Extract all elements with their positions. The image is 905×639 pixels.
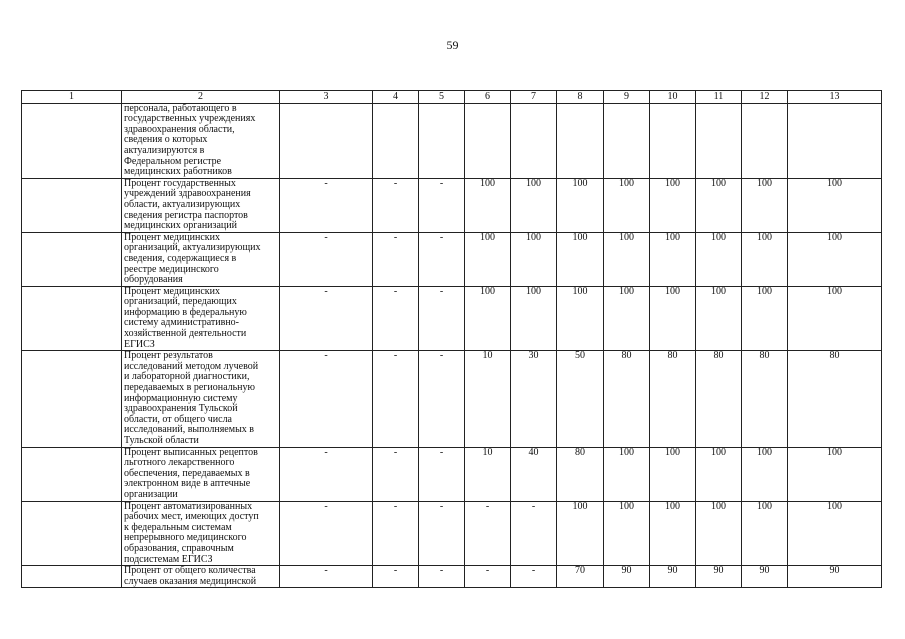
indicator-name-line: информацию в федеральную xyxy=(124,306,247,318)
value-cell: 10 xyxy=(465,351,511,447)
table-row xyxy=(22,286,882,351)
indicator-name-line: оборудования xyxy=(124,274,183,286)
value-cell: 100 xyxy=(557,232,604,286)
value-cell: 100 xyxy=(465,286,511,351)
value-cell xyxy=(650,103,696,178)
value-cell: 80 xyxy=(557,447,604,501)
column-number-header: 13 xyxy=(788,91,882,104)
value-cell: - xyxy=(373,232,419,286)
value-cell: 50 xyxy=(557,351,604,447)
indicator-name-line: реестре медицинского xyxy=(124,263,219,275)
value-cell: - xyxy=(373,351,419,447)
indicator-name-line: льготного лекарственного xyxy=(124,457,235,469)
indicator-name-line: сведения о которых xyxy=(124,134,208,146)
section-cell xyxy=(22,178,122,232)
indicator-name-line: государственных учреждениях xyxy=(124,113,256,125)
indicator-name-line: Процент выписанных рецептов xyxy=(124,446,258,458)
indicator-name-cell xyxy=(122,286,280,351)
indicator-name-line: здравоохранения Тульской xyxy=(124,403,238,415)
indicator-name-line: к федеральным системам xyxy=(124,521,232,533)
value-cell: 100 xyxy=(650,501,696,566)
value-cell: 80 xyxy=(650,351,696,447)
indicator-name-line: подсистемам ЕГИСЗ xyxy=(124,553,213,565)
value-cell: 10 xyxy=(465,447,511,501)
indicator-name-cell xyxy=(122,351,280,447)
value-cell: 100 xyxy=(742,232,788,286)
value-cell: - xyxy=(373,178,419,232)
column-number-header: 11 xyxy=(696,91,742,104)
indicator-name-line: сведения регистра паспортов xyxy=(124,209,248,221)
table-row xyxy=(22,351,882,447)
value-cell: - xyxy=(419,178,465,232)
value-cell: 100 xyxy=(696,447,742,501)
indicator-name-cell xyxy=(122,501,280,566)
value-cell: 100 xyxy=(696,178,742,232)
indicator-name-cell xyxy=(122,103,280,178)
value-cell xyxy=(465,103,511,178)
value-cell: - xyxy=(373,286,419,351)
column-number-header: 12 xyxy=(742,91,788,104)
value-cell: - xyxy=(419,447,465,501)
column-number-header: 6 xyxy=(465,91,511,104)
section-cell xyxy=(22,566,122,588)
value-cell: - xyxy=(373,566,419,588)
value-cell: - xyxy=(511,566,557,588)
value-cell: - xyxy=(280,447,373,501)
value-cell: 90 xyxy=(696,566,742,588)
value-cell: 100 xyxy=(650,232,696,286)
value-cell: 100 xyxy=(557,178,604,232)
value-cell xyxy=(419,103,465,178)
value-cell: 100 xyxy=(788,178,882,232)
column-number-header-row xyxy=(22,91,882,104)
indicator-name-line: исследований, выполняемых в xyxy=(124,424,255,436)
value-cell: 80 xyxy=(742,351,788,447)
value-cell: 100 xyxy=(604,232,650,286)
indicator-name-line: медицинских работников xyxy=(124,166,232,178)
value-cell: 90 xyxy=(650,566,696,588)
value-cell xyxy=(280,103,373,178)
value-cell: 40 xyxy=(511,447,557,501)
value-cell: 100 xyxy=(465,178,511,232)
value-cell: 100 xyxy=(696,501,742,566)
indicator-name-line: организаций, передающих xyxy=(124,296,237,308)
indicator-name-line: ЕГИСЗ xyxy=(124,338,155,350)
value-cell: 100 xyxy=(604,447,650,501)
value-cell: 100 xyxy=(742,501,788,566)
value-cell xyxy=(511,103,557,178)
indicator-name-line: Процент государственных xyxy=(124,177,236,189)
value-cell: 100 xyxy=(742,178,788,232)
value-cell: 100 xyxy=(604,501,650,566)
value-cell: 90 xyxy=(742,566,788,588)
value-cell: - xyxy=(419,351,465,447)
value-cell xyxy=(557,103,604,178)
indicator-name-line: Тульской области xyxy=(124,435,199,446)
indicator-name-line: здравоохранения области, xyxy=(124,123,235,135)
value-cell: 100 xyxy=(604,178,650,232)
column-number-header: 2 xyxy=(122,91,280,104)
value-cell: 100 xyxy=(557,286,604,351)
value-cell xyxy=(604,103,650,178)
column-number-header: 9 xyxy=(604,91,650,104)
section-cell xyxy=(22,501,122,566)
value-cell: - xyxy=(465,566,511,588)
indicator-name-line: случаев оказания медицинской xyxy=(124,575,257,587)
value-cell: 80 xyxy=(604,351,650,447)
indicator-name-line: электронном виде в аптечные xyxy=(124,478,251,490)
value-cell: - xyxy=(280,566,373,588)
indicator-name-line: рабочих мест, имеющих доступ xyxy=(124,511,259,523)
indicator-name-line: обеспечения, передаваемых в xyxy=(124,467,250,479)
indicator-name-line: Процент автоматизированных xyxy=(124,500,253,512)
indicator-name-line: области, актуализирующих xyxy=(124,198,241,210)
value-cell: 70 xyxy=(557,566,604,588)
indicator-name-cell xyxy=(122,566,280,588)
column-number-header: 3 xyxy=(280,91,373,104)
indicator-name-line: сведения, содержащиеся в xyxy=(124,252,237,264)
value-cell: 100 xyxy=(604,286,650,351)
indicator-name-line: систему административно- xyxy=(124,317,240,329)
value-cell: 100 xyxy=(557,501,604,566)
table-row xyxy=(22,447,882,501)
value-cell: 80 xyxy=(696,351,742,447)
value-cell: 100 xyxy=(511,286,557,351)
value-cell xyxy=(742,103,788,178)
table-row xyxy=(22,232,882,286)
value-cell: 80 xyxy=(788,351,882,447)
indicator-name-line: и лабораторной диагностики, xyxy=(124,371,250,383)
indicator-name-cell xyxy=(122,447,280,501)
column-number-header: 1 xyxy=(22,91,122,104)
indicator-name-line: актуализируются в xyxy=(124,144,205,156)
value-cell: 100 xyxy=(650,286,696,351)
page-number: 59 xyxy=(446,38,459,52)
indicator-name-line: области, от общего числа xyxy=(124,413,232,425)
column-number-header: 4 xyxy=(373,91,419,104)
value-cell: 100 xyxy=(696,232,742,286)
value-cell: - xyxy=(373,447,419,501)
indicator-name-line: организаций, актуализирующих xyxy=(124,242,261,254)
table-row xyxy=(22,178,882,232)
indicator-name-line: Процент от общего количества xyxy=(124,565,256,577)
value-cell xyxy=(373,103,419,178)
value-cell: 100 xyxy=(511,232,557,286)
table-row xyxy=(22,501,882,566)
indicator-name-cell xyxy=(122,232,280,286)
indicator-name-line: передаваемых в региональную xyxy=(124,382,256,394)
indicator-table xyxy=(21,90,882,588)
value-cell: - xyxy=(419,286,465,351)
value-cell: 100 xyxy=(742,286,788,351)
value-cell: - xyxy=(511,501,557,566)
indicator-name-line: Федеральном регистре xyxy=(124,155,222,167)
section-cell xyxy=(22,286,122,351)
section-cell xyxy=(22,103,122,178)
value-cell: - xyxy=(280,286,373,351)
section-cell xyxy=(22,232,122,286)
indicator-name-line: образования, справочным xyxy=(124,542,234,554)
value-cell: - xyxy=(419,566,465,588)
value-cell: 90 xyxy=(788,566,882,588)
indicator-name-line: исследований методом лучевой xyxy=(124,360,259,372)
table-row xyxy=(22,103,882,178)
value-cell: - xyxy=(373,501,419,566)
value-cell: - xyxy=(280,232,373,286)
value-cell: - xyxy=(280,178,373,232)
indicator-name-line: учреждений здравоохранения xyxy=(124,188,251,200)
value-cell xyxy=(696,103,742,178)
value-cell: 100 xyxy=(465,232,511,286)
indicator-name-line: Процент медицинских xyxy=(124,231,221,243)
indicator-name-line: медицинских организаций xyxy=(124,220,237,232)
value-cell: 100 xyxy=(696,286,742,351)
value-cell: - xyxy=(419,501,465,566)
indicator-name-line: хозяйственной деятельности xyxy=(124,328,247,340)
value-cell: - xyxy=(419,232,465,286)
section-cell xyxy=(22,447,122,501)
value-cell: 100 xyxy=(788,232,882,286)
column-number-header: 5 xyxy=(419,91,465,104)
column-number-header: 8 xyxy=(557,91,604,104)
table-row xyxy=(22,566,882,588)
value-cell: 100 xyxy=(788,447,882,501)
value-cell: 100 xyxy=(788,286,882,351)
value-cell: - xyxy=(280,351,373,447)
value-cell: 100 xyxy=(511,178,557,232)
value-cell: 100 xyxy=(742,447,788,501)
value-cell: 100 xyxy=(788,501,882,566)
indicator-name-cell xyxy=(122,178,280,232)
column-number-header: 10 xyxy=(650,91,696,104)
value-cell: 100 xyxy=(650,447,696,501)
column-number-header: 7 xyxy=(511,91,557,104)
indicator-name-line: персонала, работающего в xyxy=(124,102,237,114)
value-cell: 90 xyxy=(604,566,650,588)
value-cell: 30 xyxy=(511,351,557,447)
indicator-name-line: организации xyxy=(124,488,178,500)
indicator-name-line: информационную систему xyxy=(124,392,238,404)
value-cell xyxy=(788,103,882,178)
value-cell: - xyxy=(465,501,511,566)
section-cell xyxy=(22,351,122,447)
indicator-name-line: Процент медицинских xyxy=(124,285,221,297)
indicator-name-line: Процент результатов xyxy=(124,350,213,362)
indicator-name-line: непрерывного медицинского xyxy=(124,532,247,544)
value-cell: 100 xyxy=(650,178,696,232)
value-cell: - xyxy=(280,501,373,566)
